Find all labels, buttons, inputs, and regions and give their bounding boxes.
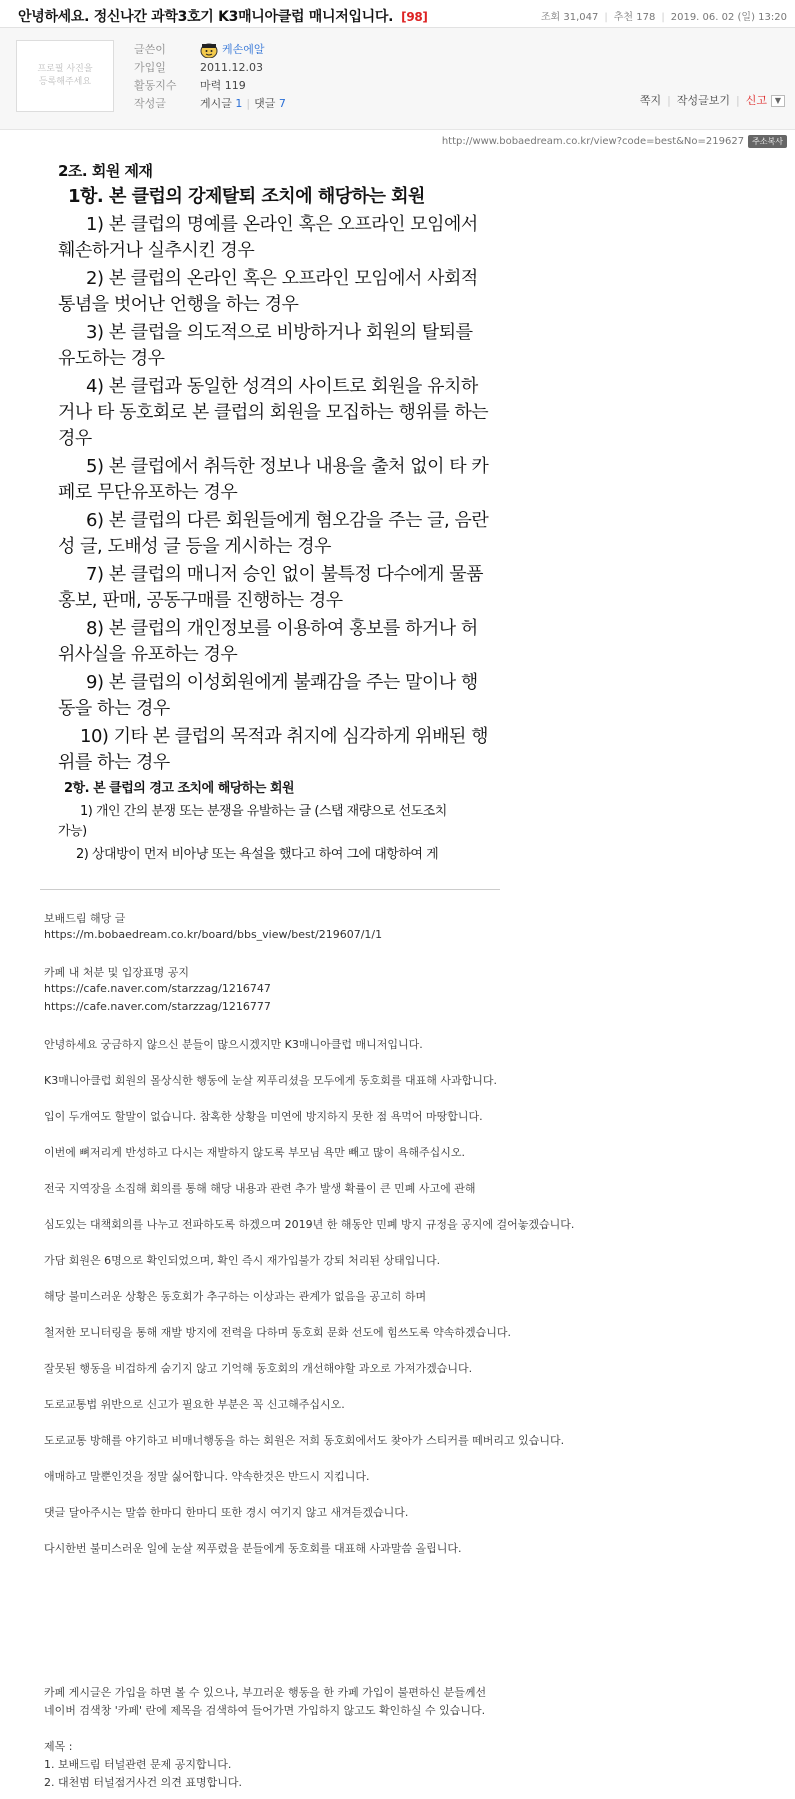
body-line: 전국 지역장을 소집해 회의를 통해 해당 내용과 관련 추가 발생 확률이 큰 민폐 사고에 관해 xyxy=(44,1182,476,1195)
body-link[interactable]: https://cafe.naver.com/starzzag/1216777 xyxy=(44,1000,271,1013)
profile-photo-placeholder xyxy=(16,40,114,112)
rule-line: 동을 하는 경우 xyxy=(58,698,170,719)
author-info: 글쓴이 케손에알 가입일 2011.12.03 활동지수 마력 119 작성글 게시글 1 | 댓글 7 xyxy=(134,43,286,110)
rule-line: 2) 상대방이 먼저 비아냥 또는 욕설을 했다고 하여 그에 대항하여 게 xyxy=(76,847,439,862)
rule-line: 8) 본 클럽의 개인정보를 이용하여 홍보를 하거나 허 xyxy=(86,618,478,639)
body-line: 1. 보배드림 터널관련 문제 공지합니다. xyxy=(44,1758,232,1771)
body-line: 가담 회원은 6명으로 확인되었으며, 확인 즉시 재가입불가 강퇴 처리된 상태입니다. xyxy=(44,1254,441,1267)
rule-line: 5) 본 클럽에서 취득한 정보나 내용을 출처 없이 타 카 xyxy=(86,456,489,477)
rule-line: 페로 무단유포하는 경우 xyxy=(58,482,238,503)
body-line: 안녕하세요 궁금하지 않으신 분들이 많으시겠지만 K3매니아클럽 매니저입니다. xyxy=(44,1038,423,1051)
post-stats: 조회 31,047 | 추천 178 | 2019. 06. 02 (일) 13:20 xyxy=(540,12,787,23)
rule-line: 1항. 본 클럽의 강제탈퇴 조치에 해당하는 회원 xyxy=(68,186,425,207)
activity-value: 마력 119 xyxy=(200,79,246,92)
body-line: 제목 : xyxy=(44,1740,73,1753)
rule-line: 1) 개인 간의 분쟁 또는 분쟁을 유발하는 글 (스탭 재량으로 선도조치 xyxy=(80,804,447,819)
rule-line: 2항. 본 클럽의 경고 조치에 해당하는 회원 xyxy=(64,781,295,796)
rule-line: 훼손하거나 실추시킨 경우 xyxy=(58,240,255,261)
cafe-rules-image xyxy=(40,160,500,890)
body-line: 카페 내 처분 및 입장표명 공지 xyxy=(44,966,189,979)
view-count: 조회 31,047 xyxy=(540,12,599,23)
posts-count[interactable]: 1 xyxy=(235,97,243,110)
body-line: 다시한번 불미스러운 일에 눈살 찌푸렸을 분들에게 동호회를 대표해 사과말씀 올립니다. xyxy=(44,1542,462,1555)
body-line: 입이 두개여도 할말이 없습니다. 참혹한 상황을 미연에 방지하지 못한 점 욕먹어 마땅합니다. xyxy=(44,1110,483,1123)
joined-value: 2011.12.03 xyxy=(200,61,263,74)
body-line: 해당 불미스러운 상황은 동호회가 추구하는 이상과는 관계가 없음을 공고히 하며 xyxy=(44,1290,427,1303)
post-url: http://www.bobaedream.co.kr/view?code=best&No=219627 xyxy=(441,136,745,147)
body-line: 철저한 모니터링을 통해 재발 방지에 전력을 다하며 동호회 문화 선도에 힘쓰도록 약속하겠습니다. xyxy=(44,1326,511,1339)
body-line: 도로교통 방해를 야기하고 비매너행동을 하는 회원은 저희 동호회에서도 찾아가 스티커를 떼버리고 있습니다. xyxy=(44,1434,565,1447)
rule-line: 성 글, 도배성 글 등을 게시하는 경우 xyxy=(58,536,331,557)
rule-line: 통념을 벗어난 언행을 하는 경우 xyxy=(58,294,299,315)
rule-line: 홍보, 판매, 공동구매를 진행하는 경우 xyxy=(58,590,343,611)
body-line: 댓글 달아주시는 말씀 한마디 한마디 또한 경시 여기지 않고 새겨듣겠습니다. xyxy=(44,1506,409,1519)
rule-line: 2) 본 클럽의 온라인 혹은 오프라인 모임에서 사회적 xyxy=(86,268,478,289)
user-avatar-icon xyxy=(200,42,218,58)
author-name[interactable]: 케손에알 xyxy=(222,43,265,56)
post-title xyxy=(18,6,428,26)
rule-line: 2조. 회원 제재 xyxy=(58,162,153,180)
posts-text: 게시글 xyxy=(200,97,232,110)
rule-line: 3) 본 클럽을 의도적으로 비방하거나 회원의 탈퇴를 xyxy=(86,322,473,343)
author-profile xyxy=(0,28,795,130)
post-url-row xyxy=(442,135,787,148)
rule-line: 유도하는 경우 xyxy=(58,348,165,369)
photo-placeholder-line-2: 등록해주세요 xyxy=(38,77,92,87)
rule-line: 10) 기타 본 클럽의 목적과 취지에 심각하게 위배된 행 xyxy=(80,726,488,747)
comment-count-badge[interactable]: [98] xyxy=(401,10,428,24)
body-link[interactable]: https://cafe.naver.com/starzzag/1216747 xyxy=(44,982,271,995)
rule-line: 경우 xyxy=(58,428,92,449)
view-posts-button[interactable]: 작성글보기 xyxy=(676,94,731,107)
posts-label: 작성글 xyxy=(134,97,166,110)
note-button[interactable]: 쪽지 xyxy=(639,94,662,107)
body-line: 심도있는 대책회의를 나누고 전파하도록 하겠으며 2019년 한 해동안 민폐 방지 규정을 공지에 걸어놓겠습니다. xyxy=(44,1218,575,1231)
joined-label: 가입일 xyxy=(134,61,166,74)
rule-line: 위를 하는 경우 xyxy=(58,752,170,773)
photo-placeholder-line-1: 프로필 사진을 xyxy=(37,64,93,74)
body-line: 카페 게시글은 가입을 하면 볼 수 있으나, 부끄러운 행동을 한 카페 가입이 불편하신 분들께선 xyxy=(44,1686,487,1699)
comments-text: 댓글 xyxy=(254,97,276,110)
rule-line: 7) 본 클럽의 매니저 승인 없이 불특정 다수에게 물품 xyxy=(86,564,484,585)
chevron-down-icon[interactable]: ▼ xyxy=(771,95,785,107)
rule-line: 거나 타 동호회로 본 클럽의 회원을 모집하는 행위를 하는 xyxy=(58,402,489,423)
body-line: 도로교통법 위반으로 신고가 필요한 부분은 꼭 신고해주십시오. xyxy=(44,1398,345,1411)
post-datetime: 2019. 06. 02 (일) 13:20 xyxy=(670,12,787,23)
rule-line: 9) 본 클럽의 이성회원에게 불쾌감을 주는 말이나 행 xyxy=(86,672,478,693)
post-header xyxy=(0,0,795,28)
body-line: 네이버 검색창 '카페' 란에 제목을 검색하여 들어가면 가입하지 않고도 확인하실 수 있습니다. xyxy=(44,1704,486,1717)
report-button[interactable]: 신고 xyxy=(745,94,767,107)
body-line: 잘못된 행동을 비겁하게 숨기지 않고 기억해 동호회의 개선해야할 과오로 가져가겠습니다. xyxy=(44,1362,473,1375)
comments-count[interactable]: 7 xyxy=(278,97,286,110)
rule-line: 가능) xyxy=(58,824,87,839)
author-actions: 쪽지 | 작성글보기 | 신고 ▼ xyxy=(630,92,785,108)
rule-line: 6) 본 클럽의 다른 회원들에게 혐오감을 주는 글, 음란 xyxy=(86,510,489,531)
post-title-text: 안녕하세요. 정신나간 과학3호기 K3매니아클럽 매니저입니다. xyxy=(18,9,394,25)
recommend-count: 추천 178 xyxy=(613,12,656,23)
body-line: 이번에 뼈저리게 반성하고 다시는 재발하지 않도록 부모님 욕만 빼고 많이 욕해주십시오. xyxy=(44,1146,465,1159)
copy-url-button[interactable]: 주소복사 xyxy=(748,135,787,148)
activity-label: 활동지수 xyxy=(134,79,177,92)
rule-line: 위사실을 유포하는 경우 xyxy=(58,644,238,665)
body-line: 보배드림 해당 글 xyxy=(44,912,126,925)
body-line: 2. 대천범 터널점거사건 의견 표명합니다. xyxy=(44,1776,242,1789)
author-label: 글쓴이 xyxy=(134,43,166,56)
body-line: 애매하고 말뿐인것을 정말 싫어합니다. 약속한것은 반드시 지킵니다. xyxy=(44,1470,370,1483)
rule-line: 1) 본 클럽의 명예를 온라인 혹은 오프라인 모임에서 xyxy=(86,214,478,235)
body-line: K3매니아클럽 회원의 몰상식한 행동에 눈살 찌푸리셨을 모두에게 동호회를 대표해 사과합니다. xyxy=(44,1074,497,1087)
body-link[interactable]: https://m.bobaedream.co.kr/board/bbs_view/best/219607/1/1 xyxy=(44,928,383,941)
rule-line: 4) 본 클럽과 동일한 성격의 사이트로 회원을 유치하 xyxy=(86,376,478,397)
